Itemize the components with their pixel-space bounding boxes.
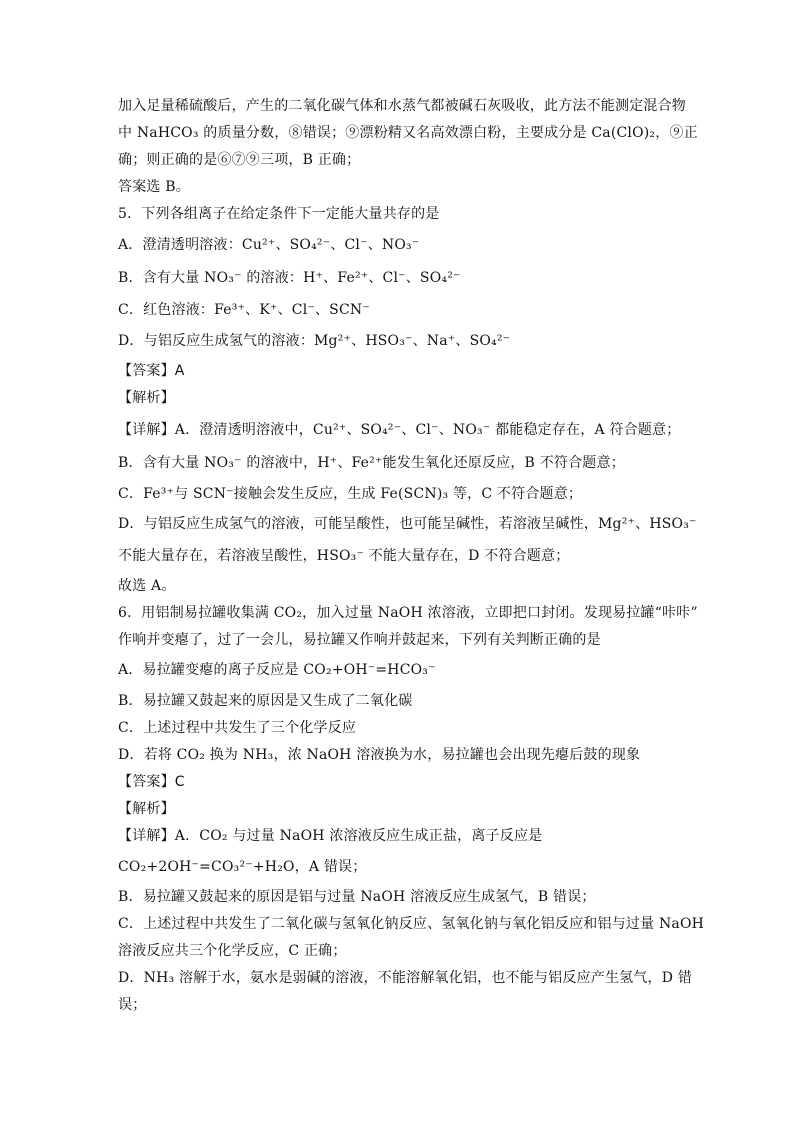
detail-line: C．上述过程中共发生了二氧化碳与氢氧化钠反应、氢氧化钠与氧化铝反应和铝与过量 NaOH [118, 916, 705, 932]
detail-line: 误； [118, 997, 147, 1013]
question-6-stem: 作响并变瘪了，过了一会儿，易拉罐又作响并鼓起来，下列有关判断正确的是 [118, 632, 601, 648]
detail-line: D．与铝反应生成氢气的溶液，可能呈酸性，也可能呈碱性，若溶液呈碱性，Mg²⁺、HSO₃⁻ [118, 516, 697, 532]
detail-line: 【详解】A．CO₂ 与过量 NaOH 浓溶液反应生成正盐，离子反应是 [118, 828, 543, 844]
question-6-stem: 6．用铝制易拉罐收集满 CO₂，加入过量 NaOH 浓溶液，立即把口封闭。发现易拉罐“咔咔” [118, 605, 698, 621]
analysis-label: 【解析】 [118, 390, 175, 406]
detail-line: 溶液反应共三个化学反应，C 正确； [118, 943, 347, 959]
detail-line: C．Fe³⁺与 SCN⁻接触会发生反应，生成 Fe(SCN)₃ 等，C 不符合题意； [118, 486, 583, 502]
option-a: A．澄清透明溶液：Cu²⁺、SO₄²⁻、Cl⁻、NO₃⁻ [118, 237, 420, 253]
option-c: C．红色溶液：Fe³⁺、K⁺、Cl⁻、SCN⁻ [118, 302, 370, 318]
detail-line: 故选 A。 [118, 578, 176, 594]
detail-line: B．易拉罐又鼓起来的原因是铝与过量 NaOH 溶液反应生成氢气，B 错误； [118, 889, 596, 905]
detail-line: 【详解】A．澄清透明溶液中，Cu²⁺、SO₄²⁻、Cl⁻、NO₃⁻ 都能稳定存在，A 符合题意； [118, 422, 681, 438]
option-b: B．易拉罐又鼓起来的原因是又生成了二氧化碳 [118, 693, 413, 709]
detail-line: 不能大量存在，若溶液呈酸性，HSO₃⁻ 不能大量存在，D 不符合题意； [118, 548, 570, 564]
text-line: 中 NaHCO₃ 的质量分数，⑧错误；⑨漂粉精又名高效漂白粉，主要成分是 Ca(ClO)₂，⑨正 [118, 125, 698, 141]
option-a: A．易拉罐变瘪的离子反应是 CO₂+OH⁻=HCO₃⁻ [118, 662, 436, 678]
detail-line: D．NH₃ 溶解于水，氨水是弱碱的溶液，不能溶解氧化铝，也不能与铝反应产生氢气，D 错 [118, 970, 693, 986]
text-line: 加入足量稀硫酸后，产生的二氧化碳气体和水蒸气都被碱石灰吸收，此方法不能测定混合物 [118, 98, 686, 114]
option-c: C．上述过程中共发生了三个化学反应 [118, 720, 357, 736]
analysis-label: 【解析】 [118, 801, 175, 817]
detail-line: B．含有大量 NO₃⁻ 的溶液中，H⁺、Fe²⁺能发生氧化还原反应，B 不符合题意； [118, 455, 625, 471]
text-line: 确；则正确的是⑥⑦⑨三项，B 正确； [118, 152, 361, 168]
text-line: 答案选 B。 [118, 179, 190, 195]
answer-label: 【答案】C [118, 774, 185, 790]
option-b: B．含有大量 NO₃⁻ 的溶液：H⁺、Fe²⁺、Cl⁻、SO₄²⁻ [118, 270, 461, 286]
question-5-stem: 5．下列各组离子在给定条件下一定能大量共存的是 [118, 206, 440, 222]
option-d: D．若将 CO₂ 换为 NH₃，浓 NaOH 溶液换为水，易拉罐也会出现先瘪后鼓的现象 [118, 747, 641, 763]
option-d: D．与铝反应生成氢气的溶液：Mg²⁺、HSO₃⁻、Na⁺、SO₄²⁻ [118, 333, 511, 349]
equation-line: CO₂+2OH⁻=CO₃²⁻+H₂O，A 错误； [118, 859, 367, 875]
answer-label: 【答案】A [118, 363, 185, 379]
